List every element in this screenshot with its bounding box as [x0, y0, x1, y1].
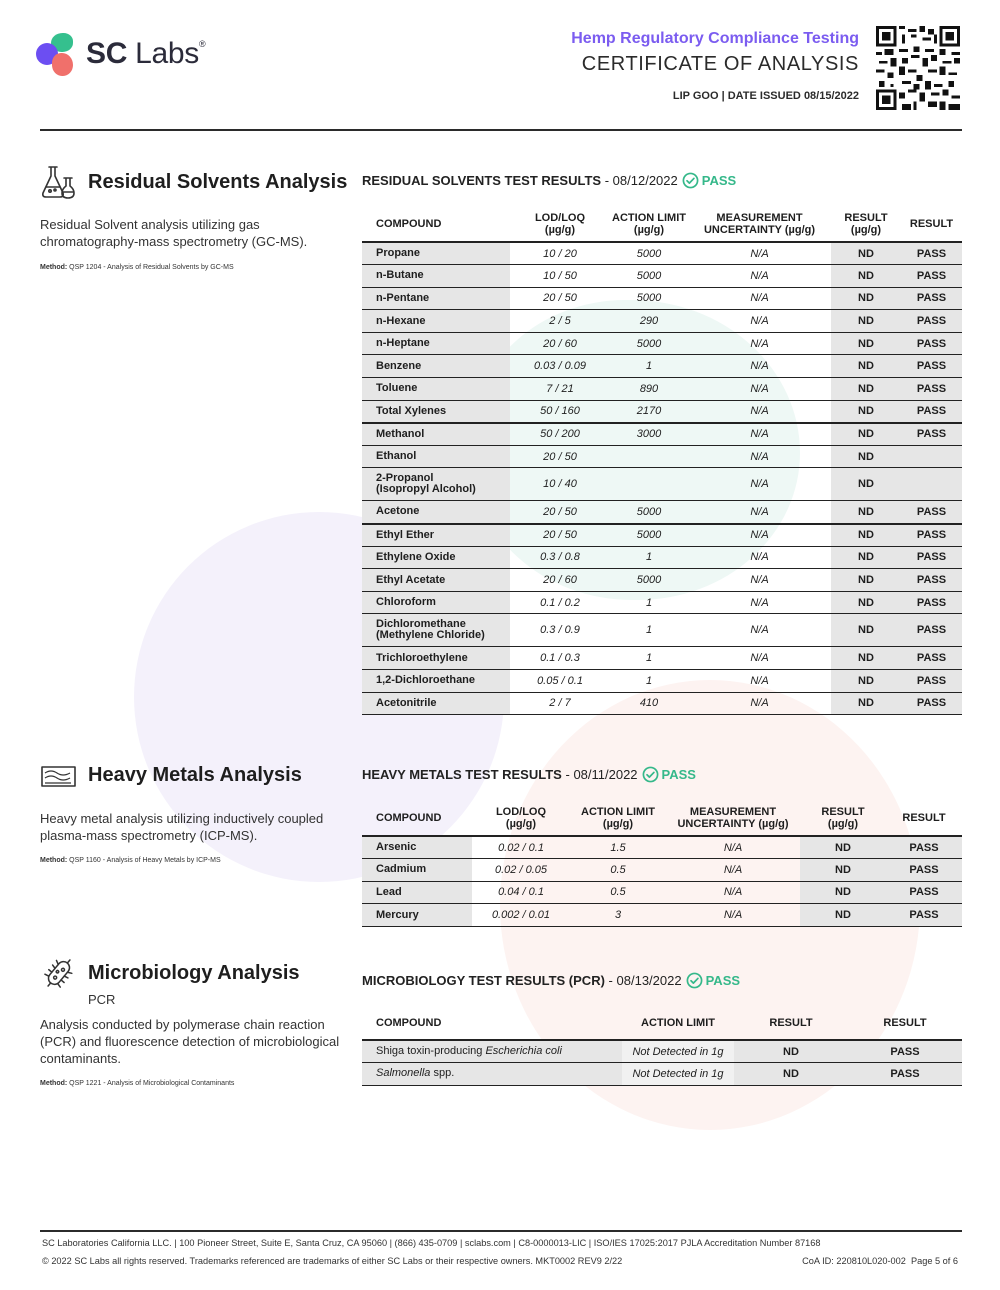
result-status: PASS: [901, 355, 962, 378]
uncertainty-value: N/A: [688, 242, 831, 265]
micro-description: Analysis conducted by polymerase chain reaction (PCR) and fluorescence detection of microbiological contaminants.: [40, 1017, 340, 1066]
table-row: [362, 569, 962, 592]
micro-section-heading: [40, 954, 300, 992]
micro-results-heading: MICROBIOLOGY TEST RESULTS (PCR) - 08/13/2022 PASS: [362, 973, 741, 988]
action-limit-value: 890: [610, 378, 688, 401]
result-value: ND: [831, 614, 901, 647]
micro-section-title: Microbiology Analysis: [88, 961, 300, 984]
result-status: PASS: [901, 378, 962, 401]
report-title: CERTIFICATE OF ANALYSIS: [581, 53, 859, 75]
compound-name: Acetonitrile: [362, 692, 510, 715]
lod-loq-value: 0.02 / 0.05: [472, 859, 570, 882]
result-value: ND: [831, 355, 901, 378]
metals-method: Method: QSP 1160 - Analysis of Heavy Metals by ICP-MS: [40, 857, 221, 864]
uncertainty-value: N/A: [688, 265, 831, 288]
result-value: ND: [800, 859, 886, 882]
check-circle-icon: [682, 172, 699, 189]
result-value: ND: [831, 524, 901, 547]
result-status: PASS: [901, 524, 962, 547]
result-value: ND: [831, 400, 901, 423]
compound-name: Ethyl Ether: [362, 524, 510, 547]
solvents-results-heading: RESIDUAL SOLVENTS TEST RESULTS - 08/12/2022 PASS: [362, 173, 737, 188]
action-limit-value: 3000: [610, 423, 688, 446]
result-value: ND: [831, 692, 901, 715]
uncertainty-value: N/A: [688, 647, 831, 670]
action-limit-value: 1: [610, 670, 688, 693]
result-value: ND: [800, 836, 886, 859]
result-status: PASS: [901, 501, 962, 524]
micro-test-date: 08/13/2022: [616, 973, 682, 988]
action-limit-value: 5000: [610, 287, 688, 310]
result-status: [901, 445, 962, 468]
result-value: ND: [831, 310, 901, 333]
lod-loq-value: 20 / 50: [510, 501, 610, 524]
compound-name: Ethylene Oxide: [362, 546, 510, 569]
table-row: [362, 546, 962, 569]
compound-name: n-Hexane: [362, 310, 510, 333]
result-status: PASS: [901, 332, 962, 355]
result-status: PASS: [886, 904, 962, 927]
uncertainty-value: N/A: [688, 310, 831, 333]
table-row: [362, 445, 962, 468]
logo-mark-icon: [36, 33, 78, 77]
uncertainty-value: N/A: [666, 881, 800, 904]
footer-company-info: SC Laboratories California LLC. | 100 Pioneer Street, Suite E, Santa Cruz, CA 95060 | (866) 435-0709 | sclabs.com | C8-0000013-LIC | ISO/IES 17025:2017 PJLA Accreditation Number 87168: [42, 1238, 821, 1248]
uncertainty-value: N/A: [688, 569, 831, 592]
table-row: [362, 1063, 962, 1086]
result-value: ND: [831, 468, 901, 501]
table-row: [362, 859, 962, 882]
table-row: [362, 647, 962, 670]
result-status: PASS: [901, 569, 962, 592]
action-limit-value: 3: [570, 904, 666, 927]
lod-loq-value: 0.1 / 0.3: [510, 647, 610, 670]
result-value: ND: [831, 445, 901, 468]
uncertainty-value: N/A: [688, 670, 831, 693]
compound-name: Toluene: [362, 378, 510, 401]
check-circle-icon: [686, 972, 703, 989]
column-header-action-limit: ACTION LIMIT (µg/g): [610, 207, 688, 242]
micro-pass-badge: PASS: [686, 972, 740, 989]
table-row: [362, 614, 962, 647]
column-header-lodloq: LOD/LOQ (µg/g): [510, 207, 610, 242]
action-limit-value: 1: [610, 355, 688, 378]
metals-results-heading: HEAVY METALS TEST RESULTS - 08/11/2022 PASS: [362, 767, 696, 782]
column-header-result: RESULT: [901, 207, 962, 242]
action-limit-value: 5000: [610, 569, 688, 592]
lod-loq-value: 0.05 / 0.1: [510, 670, 610, 693]
solvents-description: Residual Solvent analysis utilizing gas chromatography-mass spectrometry (GC-MS).: [40, 217, 308, 249]
lod-loq-value: 2 / 5: [510, 310, 610, 333]
table-row: [362, 355, 962, 378]
organism-name: Shiga toxin-producing Escherichia coli: [362, 1040, 622, 1063]
result-value: ND: [800, 904, 886, 927]
table-row: [362, 524, 962, 547]
compound-name: Mercury: [362, 904, 472, 927]
action-limit-value: [610, 445, 688, 468]
action-limit-value: 0.5: [570, 881, 666, 904]
column-header-action-limit: ACTION LIMIT: [622, 1006, 734, 1040]
lod-loq-value: 0.3 / 0.8: [510, 546, 610, 569]
table-row: [362, 400, 962, 423]
footer-divider: [40, 1230, 962, 1232]
lod-loq-value: 20 / 50: [510, 524, 610, 547]
lod-loq-value: 50 / 200: [510, 423, 610, 446]
logo-wordmark: SC Labs®: [86, 37, 206, 70]
solvents-section-heading: [40, 163, 347, 201]
sc-labs-logo: [36, 33, 216, 79]
table-row: [362, 287, 962, 310]
column-header-lodloq: LOD/LOQ (µg/g): [472, 801, 570, 836]
report-meta: LIP GOO | DATE ISSUED 08/15/2022: [672, 90, 859, 102]
coa-id: 220810L020-002: [836, 1256, 906, 1266]
result-status: PASS: [901, 591, 962, 614]
table-row: [362, 332, 962, 355]
result-value: ND: [831, 423, 901, 446]
result-status: PASS: [901, 265, 962, 288]
lod-loq-value: 50 / 160: [510, 400, 610, 423]
action-limit-value: 290: [610, 310, 688, 333]
result-value: ND: [800, 881, 886, 904]
action-limit-value: 1.5: [570, 836, 666, 859]
lod-loq-value: 0.3 / 0.9: [510, 614, 610, 647]
solvents-results-table: [362, 207, 962, 715]
sample-name: LIP GOO: [672, 90, 719, 102]
action-limit-value: 5000: [610, 265, 688, 288]
table-row: [362, 265, 962, 288]
result-status: PASS: [848, 1040, 962, 1063]
solvents-test-date: 08/12/2022: [612, 173, 678, 188]
column-header-compound: COMPOUND: [362, 1006, 622, 1040]
result-status: PASS: [901, 310, 962, 333]
result-status: [901, 468, 962, 501]
result-status: PASS: [901, 287, 962, 310]
compound-name: Ethyl Acetate: [362, 569, 510, 592]
uncertainty-value: N/A: [688, 692, 831, 715]
column-header-result: RESULT: [848, 1006, 962, 1040]
test-strip-icon: [40, 756, 78, 794]
action-limit-value: 5000: [610, 524, 688, 547]
table-row: [362, 904, 962, 927]
action-limit-value: 1: [610, 647, 688, 670]
lod-loq-value: 0.02 / 0.1: [472, 836, 570, 859]
table-row: [362, 692, 962, 715]
result-status: PASS: [886, 881, 962, 904]
uncertainty-value: N/A: [688, 591, 831, 614]
lod-loq-value: 0.1 / 0.2: [510, 591, 610, 614]
compound-name: Cadmium: [362, 859, 472, 882]
result-value: ND: [831, 569, 901, 592]
compound-name: Arsenic: [362, 836, 472, 859]
uncertainty-value: N/A: [688, 423, 831, 446]
date-issued: 08/15/2022: [803, 90, 859, 102]
table-row: [362, 310, 962, 333]
result-value: ND: [831, 647, 901, 670]
action-limit-value: 1: [610, 614, 688, 647]
lod-loq-value: 10 / 50: [510, 265, 610, 288]
metals-section-heading: [40, 756, 302, 794]
action-limit-value: Not Detected in 1g: [622, 1040, 734, 1063]
header-divider: [40, 129, 962, 131]
table-row: [362, 881, 962, 904]
column-header-uncertainty: MEASUREMENT UNCERTAINTY (µg/g): [688, 207, 831, 242]
uncertainty-value: N/A: [688, 378, 831, 401]
column-header-action-limit: ACTION LIMIT (µg/g): [570, 801, 666, 836]
uncertainty-value: N/A: [688, 355, 831, 378]
result-value: ND: [831, 670, 901, 693]
lod-loq-value: 2 / 7: [510, 692, 610, 715]
result-value: ND: [831, 332, 901, 355]
uncertainty-value: N/A: [688, 524, 831, 547]
table-row: [362, 423, 962, 446]
column-header-result-value: RESULT: [734, 1006, 848, 1040]
organism-name: Salmonella spp.: [362, 1063, 622, 1086]
action-limit-value: 1: [610, 546, 688, 569]
column-header-result-value: RESULT (µg/g): [831, 207, 901, 242]
result-value: ND: [734, 1040, 848, 1063]
table-row: [362, 836, 962, 859]
table-row: [362, 468, 962, 501]
micro-section-subtitle: PCR: [88, 992, 116, 1007]
result-value: ND: [831, 265, 901, 288]
solvents-method: Method: QSP 1204 - Analysis of Residual Solvents by GC-MS: [40, 264, 234, 271]
action-limit-value: 5000: [610, 332, 688, 355]
metals-description: Heavy metal analysis utilizing inductively coupled plasma-mass spectrometry (ICP-MS).: [40, 811, 324, 843]
result-status: PASS: [886, 859, 962, 882]
result-value: ND: [831, 287, 901, 310]
action-limit-value: 2170: [610, 400, 688, 423]
uncertainty-value: N/A: [666, 836, 800, 859]
lod-loq-value: 10 / 20: [510, 242, 610, 265]
result-value: ND: [831, 378, 901, 401]
compound-name: 1,2-Dichloroethane: [362, 670, 510, 693]
check-circle-icon: [642, 766, 659, 783]
uncertainty-value: N/A: [688, 501, 831, 524]
metals-pass-badge: PASS: [642, 766, 696, 783]
lod-loq-value: 7 / 21: [510, 378, 610, 401]
uncertainty-value: N/A: [688, 445, 831, 468]
lod-loq-value: 0.03 / 0.09: [510, 355, 610, 378]
action-limit-value: 1: [610, 591, 688, 614]
action-limit-value: 5000: [610, 501, 688, 524]
footer-coa-page: CoA ID: 220810L020-002 Page 5 of 6: [802, 1256, 958, 1266]
lod-loq-value: 0.002 / 0.01: [472, 904, 570, 927]
result-status: PASS: [901, 614, 962, 647]
compound-name: n-Butane: [362, 265, 510, 288]
compound-name: Propane: [362, 242, 510, 265]
page-number: Page 5 of 6: [911, 1256, 958, 1266]
uncertainty-value: N/A: [688, 546, 831, 569]
report-subtitle: Hemp Regulatory Compliance Testing: [571, 30, 859, 47]
flask-icon: [40, 163, 78, 201]
result-value: ND: [831, 591, 901, 614]
lod-loq-value: 20 / 50: [510, 287, 610, 310]
microbe-icon: [40, 954, 78, 992]
uncertainty-value: N/A: [666, 859, 800, 882]
result-status: PASS: [901, 400, 962, 423]
solvents-section-title: Residual Solvents Analysis: [88, 170, 348, 193]
report-header: [571, 30, 859, 102]
metals-test-date: 08/11/2022: [573, 767, 638, 782]
table-row: [362, 1040, 962, 1063]
lod-loq-value: 20 / 60: [510, 569, 610, 592]
result-status: PASS: [901, 423, 962, 446]
compound-name: n-Pentane: [362, 287, 510, 310]
compound-name: Acetone: [362, 501, 510, 524]
table-row: [362, 591, 962, 614]
result-value: ND: [831, 546, 901, 569]
uncertainty-value: N/A: [688, 400, 831, 423]
column-header-uncertainty: MEASUREMENT UNCERTAINTY (µg/g): [666, 801, 800, 836]
action-limit-value: 410: [610, 692, 688, 715]
column-header-result-value: RESULT (µg/g): [800, 801, 886, 836]
result-value: ND: [831, 242, 901, 265]
lod-loq-value: 0.04 / 0.1: [472, 881, 570, 904]
result-status: PASS: [901, 242, 962, 265]
compound-name: Benzene: [362, 355, 510, 378]
table-row: [362, 501, 962, 524]
micro-method: Method: QSP 1221 - Analysis of Microbiological Contaminants: [40, 1080, 235, 1087]
compound-name: Chloroform: [362, 591, 510, 614]
compound-name: Ethanol: [362, 445, 510, 468]
compound-name: Methanol: [362, 423, 510, 446]
solvents-pass-badge: PASS: [682, 172, 736, 189]
result-status: PASS: [848, 1063, 962, 1086]
compound-name: Lead: [362, 881, 472, 904]
result-status: PASS: [886, 836, 962, 859]
compound-name: Dichloromethane (Methylene Chloride): [362, 614, 510, 647]
table-row: [362, 670, 962, 693]
result-status: PASS: [901, 647, 962, 670]
column-header-compound: COMPOUND: [362, 207, 510, 242]
table-row: [362, 378, 962, 401]
compound-name: 2-Propanol (Isopropyl Alcohol): [362, 468, 510, 501]
metals-results-table: [362, 801, 962, 927]
uncertainty-value: N/A: [688, 468, 831, 501]
result-status: PASS: [901, 670, 962, 693]
compound-name: n-Heptane: [362, 332, 510, 355]
metals-section-title: Heavy Metals Analysis: [88, 763, 302, 786]
result-status: PASS: [901, 692, 962, 715]
micro-results-table: [362, 1006, 962, 1086]
result-value: ND: [734, 1063, 848, 1086]
result-status: PASS: [901, 546, 962, 569]
uncertainty-value: N/A: [688, 332, 831, 355]
qr-code-icon[interactable]: [876, 26, 960, 110]
result-value: ND: [831, 501, 901, 524]
compound-name: Trichloroethylene: [362, 647, 510, 670]
compound-name: Total Xylenes: [362, 400, 510, 423]
footer-copyright: © 2022 SC Labs all rights reserved. Trademarks referenced are trademarks of either SC Labs or their respective owners. MKT0002 REV9 2/22: [42, 1256, 623, 1266]
action-limit-value: [610, 468, 688, 501]
lod-loq-value: 20 / 60: [510, 332, 610, 355]
column-header-compound: COMPOUND: [362, 801, 472, 836]
action-limit-value: 0.5: [570, 859, 666, 882]
action-limit-value: Not Detected in 1g: [622, 1063, 734, 1086]
uncertainty-value: N/A: [688, 287, 831, 310]
lod-loq-value: 10 / 40: [510, 468, 610, 501]
table-row: [362, 242, 962, 265]
action-limit-value: 5000: [610, 242, 688, 265]
uncertainty-value: N/A: [666, 904, 800, 927]
uncertainty-value: N/A: [688, 614, 831, 647]
column-header-result: RESULT: [886, 801, 962, 836]
lod-loq-value: 20 / 50: [510, 445, 610, 468]
